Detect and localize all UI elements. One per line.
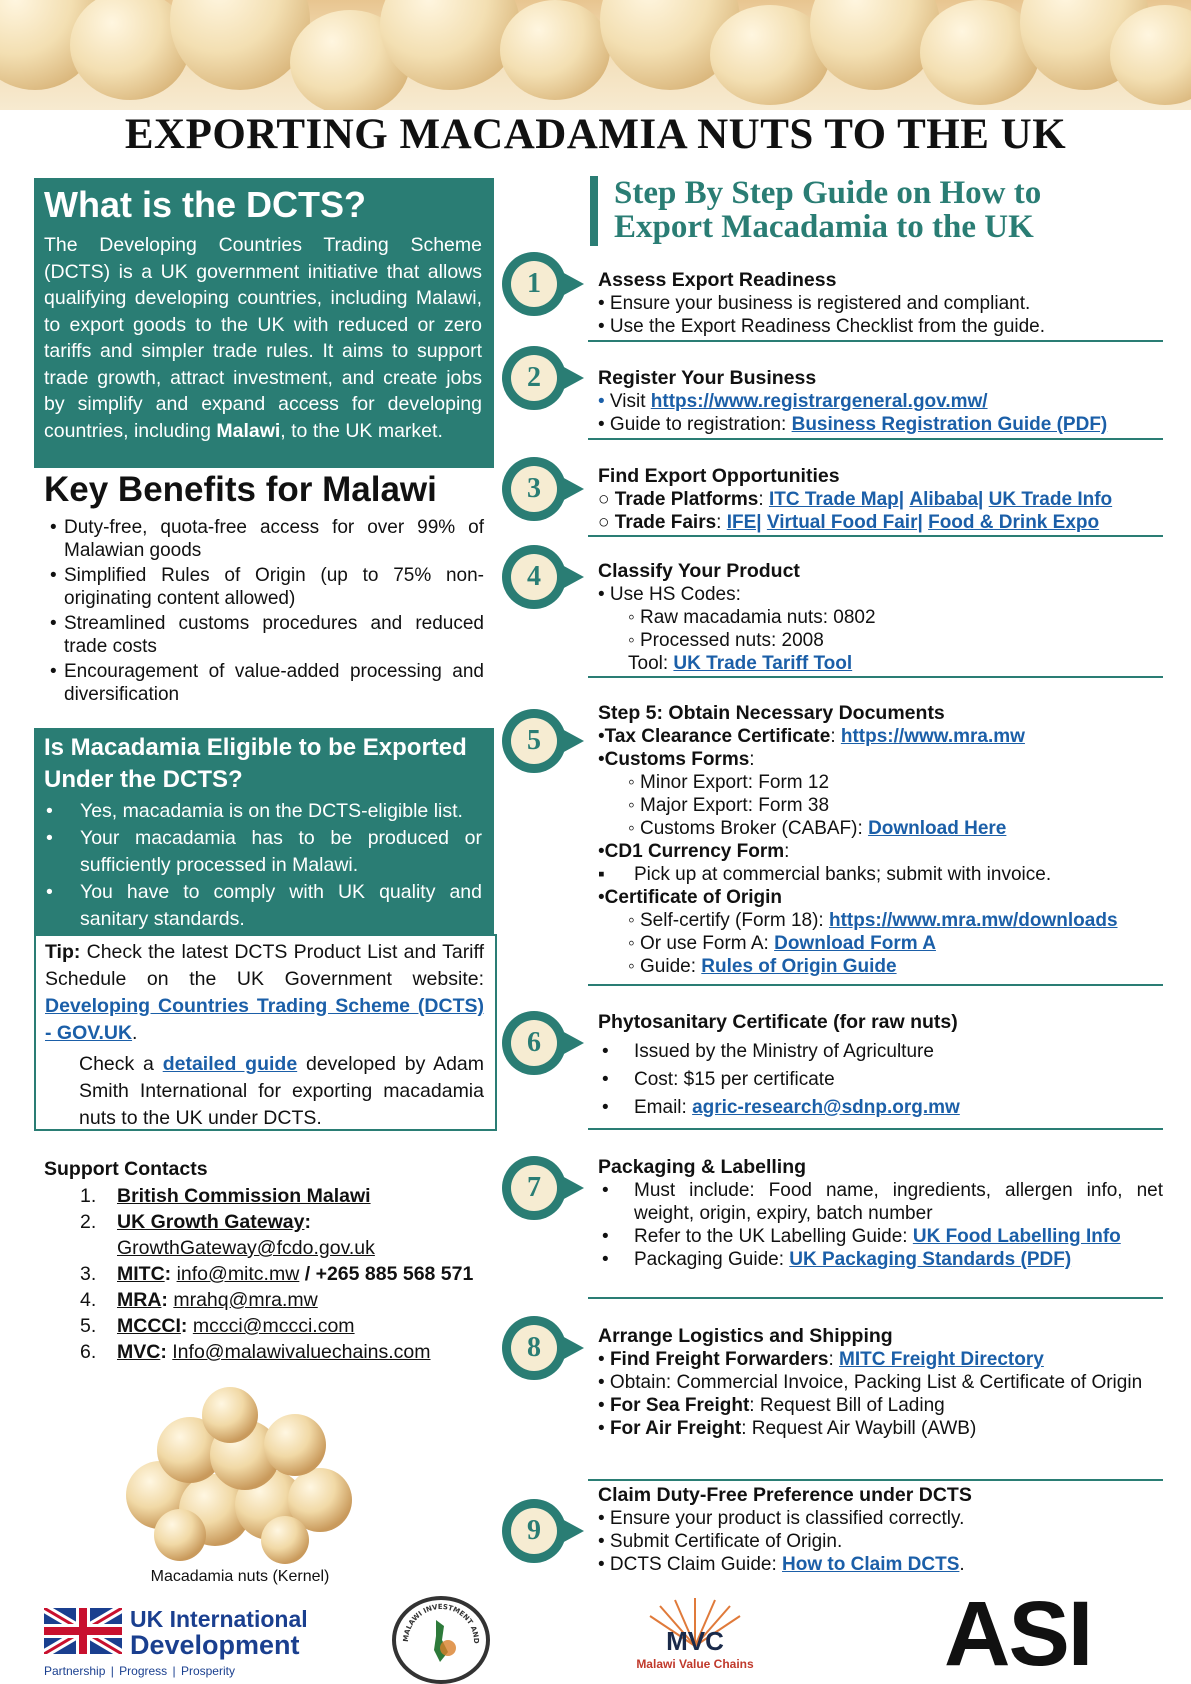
uk-trade-tariff-tool-link[interactable]: UK Trade Tariff Tool [673, 653, 853, 674]
mitc-freight-directory-link[interactable]: MITC Freight Directory [839, 1349, 1044, 1370]
alibaba-link[interactable]: Alibaba| [909, 489, 984, 510]
uk-trade-info-link[interactable]: UK Trade Info [988, 489, 1113, 510]
step-4: Classify Your Product • Use HS Codes: ◦ Raw macadamia nuts: 0802 ◦ Processed nuts: 2008 Tool: UK Trade Tariff Tool [588, 559, 1163, 678]
benefit-item: • Encouragement of value-added processing and diversification [44, 660, 484, 706]
dcts-info-box [34, 178, 494, 468]
detailed-guide-link[interactable]: detailed guide [162, 1053, 298, 1075]
cabaf-download-link[interactable]: Download Here [868, 818, 1007, 839]
step-title: Packaging & Labelling [598, 1156, 807, 1178]
contact-row [44, 1235, 504, 1261]
benefit-item: • Streamlined customs procedures and reduced trade costs [44, 612, 484, 658]
step-badge-2: 2 [502, 346, 566, 410]
uk-food-labelling-link[interactable]: UK Food Labelling Info [912, 1226, 1121, 1247]
uk-packaging-standards-link[interactable]: UK Packaging Standards (PDF) [789, 1249, 1072, 1270]
asi-logo: ASI [944, 1583, 1092, 1684]
step-2: Register Your Business • Visit https://www.registrargeneral.gov.mw/ • Guide to registration: Business Registration Guide (PDF) [588, 366, 1163, 440]
step-title: Find Export Opportunities [598, 465, 840, 487]
guide-text: Check a detailed guide developed by Adam Smith International for exporting macadamia nuts to the UK under DCTS. [79, 1053, 485, 1129]
benefit-item: • Duty-free, quota-free access for over 99% of Malawian goods [44, 516, 484, 562]
step-badge-6: 6 [502, 1011, 566, 1075]
eligibility-heading: Is Macadamia Eligible to be Exported Under the DCTS? [44, 734, 467, 793]
step-badge-9: 9 [502, 1499, 566, 1563]
contact-name[interactable]: MITC [117, 1263, 165, 1285]
contact-email[interactable]: info@mitc.mw [176, 1263, 300, 1285]
tip-box [34, 934, 497, 1131]
macadamia-kernel-image [110, 1385, 370, 1565]
benefits-heading: Key Benefits for Malawi [44, 470, 437, 509]
contact-email[interactable]: mrahq@mra.mw [173, 1289, 318, 1311]
partner-logos: UK International Development Partnership | Progress | Prosperity MALAWI INVESTMENT AND MVC Malawi Value Chains ASI [44, 1583, 1092, 1684]
step-title: Register Your Business [598, 367, 817, 389]
eligibility-item: • Yes, macadamia is on the DCTS-eligible list. [44, 798, 482, 825]
contact-row: 2. UK Growth Gateway: [80, 1211, 311, 1233]
svg-text:MVC: MVC [666, 1626, 724, 1652]
step-title: Step 5: Obtain Necessary Documents [598, 702, 945, 724]
contact-row: 3. MITC: info@mitc.mw / +265 885 568 571 [80, 1263, 474, 1285]
step-badge-8: 8 [502, 1316, 566, 1380]
step-6: Phytosanitary Certificate (for raw nuts) • Issued by the Ministry of Agriculture • Cost: $15 per certificate • Email: agric-research@sdnp.org.mw [588, 1010, 1163, 1130]
contact-row: 1. British Commission Malawi [80, 1185, 371, 1207]
registrar-general-link[interactable]: https://www.registrargeneral.gov.mw/ [650, 391, 988, 412]
step-badge-1: 1 [502, 252, 566, 316]
step-3: Find Export Opportunities ○ Trade Platforms: ITC Trade Map| Alibaba| UK Trade Info ○ Trade Fairs: IFE| Virtual Food Fair| Food & Drink Expo [588, 464, 1163, 537]
contact-name[interactable]: MCCCI [117, 1315, 181, 1337]
malawi-value-chains-logo: MVC Malawi Value Chains [620, 1596, 770, 1682]
food-drink-expo-link[interactable]: Food & Drink Expo [928, 512, 1100, 533]
step-title: Claim Duty-Free Preference under DCTS [598, 1484, 972, 1506]
contact-row: 6. MVC: Info@malawivaluechains.com [80, 1341, 431, 1363]
contact-row: 4. MRA: mrahq@mra.mw [80, 1289, 318, 1311]
tip-text: Tip: Check the latest DCTS Product List and Tariff Schedule on the UK Government website: Developing Countries Trading Scheme (DCTS) - GOV.UK. [45, 941, 484, 1044]
contact-name[interactable]: British Commission Malawi [117, 1185, 371, 1207]
virtual-food-fair-link[interactable]: Virtual Food Fair| [766, 512, 923, 533]
step-badge-5: 5 [502, 709, 566, 773]
download-form-a-link[interactable]: Download Form A [774, 933, 936, 954]
step-title: Phytosanitary Certificate (for raw nuts) [598, 1011, 958, 1033]
step-title: Classify Your Product [598, 560, 800, 582]
mra-downloads-link[interactable]: https://www.mra.mw/downloads [828, 910, 1118, 931]
how-to-claim-dcts-link[interactable]: How to Claim DCTS [782, 1554, 960, 1575]
key-benefits-section [44, 470, 484, 708]
mitc-seal-logo [392, 1596, 490, 1684]
union-flag-icon [44, 1608, 122, 1654]
step-title: Arrange Logistics and Shipping [598, 1325, 893, 1347]
guide-heading: Step By Step Guide on How to Export Macadamia to the UK [590, 176, 1160, 246]
step-title: Assess Export Readiness [598, 269, 837, 291]
itc-trade-map-link[interactable]: ITC Trade Map| [768, 489, 905, 510]
step-badge-3: 3 [502, 457, 566, 521]
rules-of-origin-guide-link[interactable]: Rules of Origin Guide [701, 956, 897, 977]
contact-email[interactable]: GrowthGateway@fcdo.gov.uk [117, 1237, 375, 1259]
step-9: Claim Duty-Free Preference under DCTS • Ensure your product is classified correctly. • Submit Certificate of Origin. • DCTS Claim Guide: How to Claim DCTS. [588, 1483, 1163, 1583]
step-5: Step 5: Obtain Necessary Documents •Tax Clearance Certificate: https://www.mra.mw •Customs Forms: ◦ Minor Export: Form 12 ◦ Major Export: Form 38 ◦ Customs Broker (CABAF): Download Here •CD1 Currency Form: ▪ Pick up at commercial banks; submit with invoice. •Certificate of Origin ◦ Self-certify (Form 18): https://www.mra.mw/downloads ◦ Or use Form A: Download Form A ◦ Guide: Rules of Origin Guide [588, 701, 1163, 986]
header-banner-image [0, 0, 1191, 110]
eligibility-item: • You have to comply with UK quality and sanitary standards. [44, 879, 482, 933]
support-contacts [44, 1158, 504, 1365]
eligibility-box [34, 728, 494, 935]
contact-name[interactable]: UK Growth Gateway [117, 1211, 305, 1233]
step-badge-4: 4 [502, 545, 566, 609]
ife-link[interactable]: IFE| [726, 512, 762, 533]
dcts-heading: What is the DCTS? [44, 184, 366, 225]
contacts-heading: Support Contacts [44, 1158, 208, 1180]
contact-email[interactable]: mccci@mccci.com [192, 1315, 355, 1337]
contact-name[interactable]: MRA [117, 1289, 162, 1311]
image-caption: Macadamia nuts (Kernel) [150, 1568, 330, 1585]
contact-name[interactable]: MVC [117, 1341, 161, 1363]
eligibility-item: • Your macadamia has to be produced or sufficiently processed in Malawi. [44, 825, 482, 879]
business-registration-guide-link[interactable]: Business Registration Guide (PDF) [791, 414, 1108, 435]
step-7: Packaging & Labelling • Must include: Food name, ingredients, allergen info, net weight, origin, expiry, batch number • Refer to the UK Labelling Guide: UK Food Labelling Info • Packaging Guide: UK Packaging Standards (PDF) [588, 1155, 1163, 1299]
step-8: Arrange Logistics and Shipping • Find Freight Forwarders: MITC Freight Directory • Obtain: Commercial Invoice, Packing List & Certificate of Origin • For Sea Freight: Request Bill of Lading • For Air Freight: Request Air Waybill (AWB) [588, 1324, 1163, 1481]
dcts-description: The Developing Countries Trading Scheme (DCTS) is a UK government initiative that allows qualifying developing countries, including Malawi, to export goods to the UK with reduced or zero tariffs and simpler trade rules. It aims to support trade growth, attract investment, and create jobs by simplify and expand access for developing countries, including Malawi, to the UK market. [44, 234, 482, 442]
mra-link[interactable]: https://www.mra.mw [840, 726, 1025, 747]
page-title: EXPORTING MACADAMIA NUTS TO THE UK [124, 111, 1067, 158]
benefit-item: • Simplified Rules of Origin (up to 75% non-originating content allowed) [44, 564, 484, 610]
step-1: Assess Export Readiness • Ensure your business is registered and compliant. • Use the Export Readiness Checklist from the guide. [588, 268, 1163, 342]
contact-row: 5. MCCCI: mccci@mccci.com [80, 1315, 355, 1337]
svg-text:MALAWI INVESTMENT AND TRADE CE: MALAWI INVESTMENT AND [401, 1602, 481, 1644]
step-badge-7: 7 [502, 1156, 566, 1220]
agric-research-email-link[interactable]: agric-research@sdnp.org.mw [692, 1097, 960, 1118]
contact-email[interactable]: Info@malawivaluechains.com [172, 1341, 431, 1363]
dcts-govuk-link[interactable]: Developing Countries Trading Scheme (DCTS) - GOV.UK [45, 995, 484, 1044]
